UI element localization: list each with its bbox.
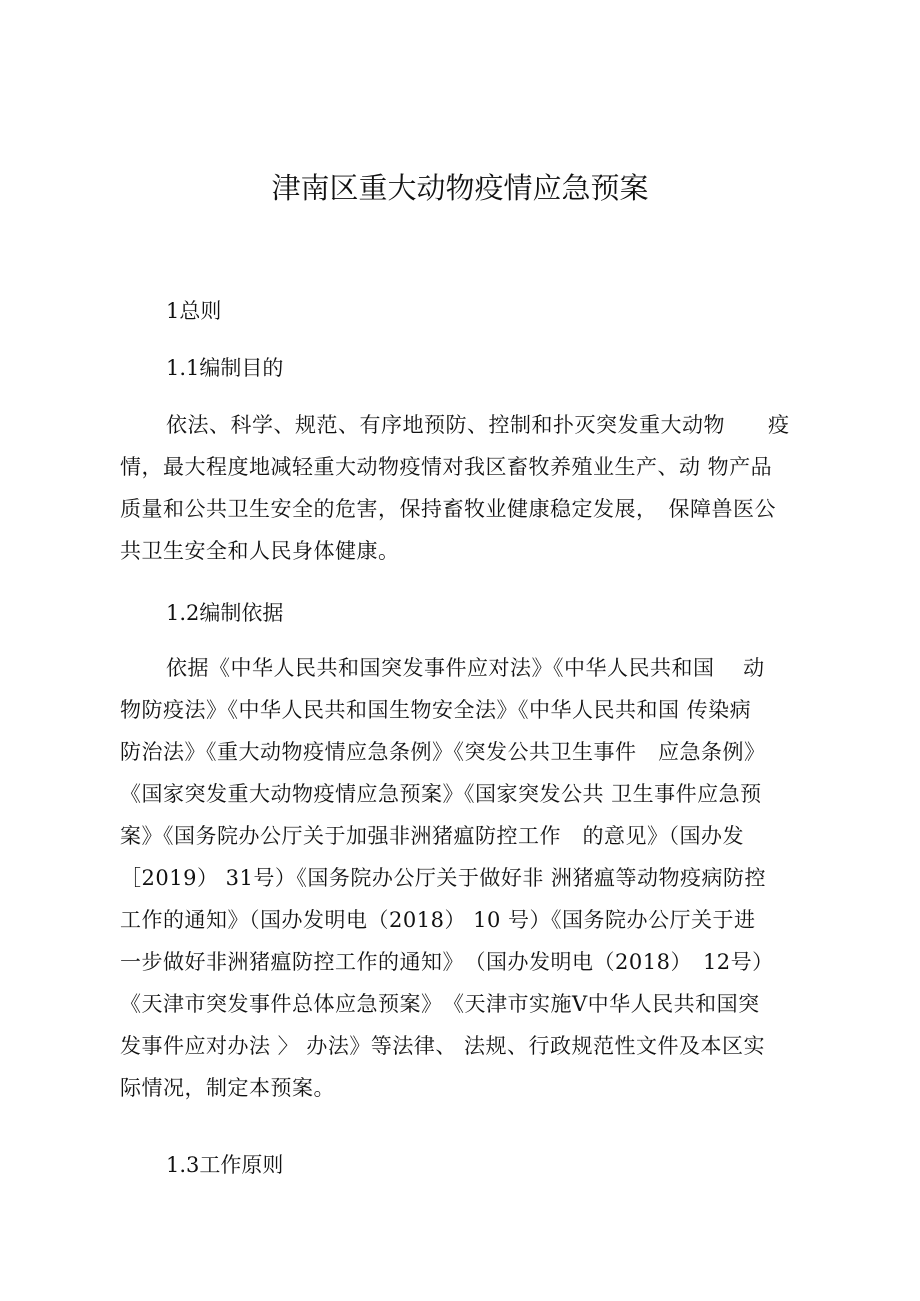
paragraph-line: 际情况，制定本预案。 xyxy=(120,1076,335,1100)
paragraph-basis xyxy=(120,647,820,1109)
paragraph-line: 物防疫法》《中华人民共和国生物安全法》《中华人民共和国 传染病 xyxy=(120,698,752,722)
paragraph-line: 案》《国务院办公厅关于加强非洲猪瘟防控工作 的意见》（国办发 xyxy=(120,824,744,848)
paragraph-line: 一步做好非洲猪瘟防控工作的通知》 （国办发明电（2018） 12号） xyxy=(120,950,774,974)
paragraph-line: ［2019） 31号）《国务院办公厅关于做好非 洲猪瘟等动物疫病防控 xyxy=(120,866,767,890)
section-heading-1-1: 1.1编制目的 xyxy=(166,356,284,380)
section-heading-1: 1总则 xyxy=(166,299,222,323)
paragraph-line: 《国家突发重大动物疫情应急预案》《国家突发公共 卫生事件应急预 xyxy=(120,782,762,806)
paragraph-line: 质量和公共卫生安全的危害，保持畜牧业健康稳定发展， 保障兽医公 xyxy=(120,497,776,521)
paragraph-line: 工作的通知》（国办发明电（2018） 10 号）《国务院办公厅关于进 xyxy=(120,908,756,932)
document-title: 津南区重大动物疫情应急预案 xyxy=(271,171,649,205)
paragraph-line: 发事件应对办法 〉 办法》等法律、 法规、行政规范性文件及本区实 xyxy=(120,1034,766,1058)
paragraph-line: 依据《中华人民共和国突发事件应对法》《中华人民共和国 动 xyxy=(166,656,765,680)
paragraph-purpose xyxy=(120,404,820,572)
paragraph-line: 情，最大程度地减轻重大动物疫情对我区畜牧养殖业生产、动 物产品 xyxy=(120,455,773,479)
section-heading-1-3: 1.3工作原则 xyxy=(166,1153,284,1177)
section-heading-1-2: 1.2编制依据 xyxy=(166,601,284,625)
paragraph-line: 依法、科学、规范、有序地预防、控制和扑灭突发重大动物 疫 xyxy=(166,413,790,437)
paragraph-line: 《天津市突发事件总体应急预案》 《天津市实施V中华人民共和国突 xyxy=(120,992,760,1016)
paragraph-line: 防治法》《重大动物疫情应急条例》《突发公共卫生事件 应急条例》 xyxy=(120,740,766,764)
paragraph-line: 共卫生安全和人民身体健康。 xyxy=(120,539,400,563)
